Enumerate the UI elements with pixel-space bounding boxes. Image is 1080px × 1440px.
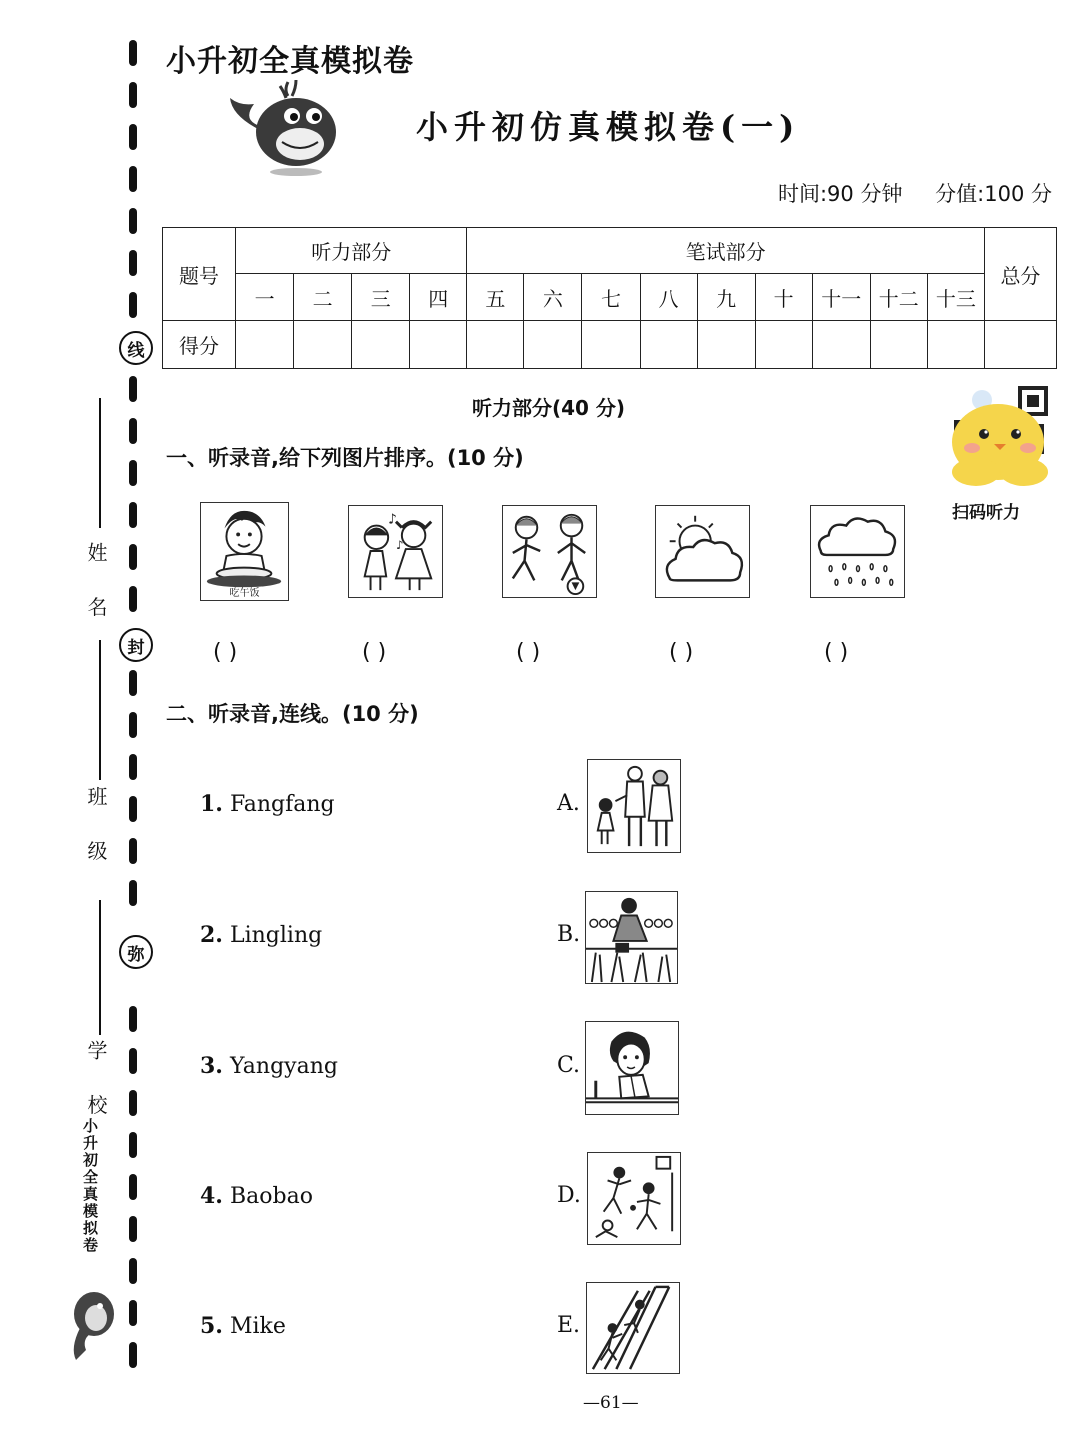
question-number: 八 xyxy=(640,274,697,321)
binding-dash xyxy=(129,880,137,906)
match-name-5[interactable] xyxy=(200,1313,286,1339)
score-cell[interactable] xyxy=(467,321,524,369)
class-write-line xyxy=(99,640,101,780)
item-text: Yangyang xyxy=(229,1054,338,1079)
binding-dash xyxy=(129,1132,137,1158)
field-label-class: 班 级 xyxy=(84,786,108,875)
question-number: 十一 xyxy=(812,274,870,321)
exam-meta xyxy=(778,178,1052,208)
binding-dash xyxy=(129,1006,137,1032)
seal-mark-secret: 弥 xyxy=(119,935,153,969)
score-cell[interactable] xyxy=(755,321,812,369)
item-number: 1. xyxy=(200,791,223,817)
item-number: 2. xyxy=(200,922,223,948)
binding-dash xyxy=(129,1258,137,1284)
question-number: 二 xyxy=(294,274,352,321)
binding-dash xyxy=(129,502,137,528)
header-listening: 听力部分 xyxy=(236,228,467,274)
option-letter-d: D. xyxy=(557,1183,581,1208)
binding-dash xyxy=(129,1216,137,1242)
answer-blank[interactable]: ( ) xyxy=(824,640,849,665)
match-name-1[interactable] xyxy=(200,791,335,817)
seal-mark-seal: 封 xyxy=(119,628,153,662)
score-cell[interactable] xyxy=(640,321,697,369)
answer-blank[interactable]: ( ) xyxy=(213,640,238,665)
binding-dash xyxy=(129,124,137,150)
qr-label: 扫码听力 xyxy=(952,503,1020,523)
header-written: 笔试部分 xyxy=(467,228,985,274)
picture-sun-cloud xyxy=(655,505,750,598)
question-number: 四 xyxy=(410,274,467,321)
picture-rain-cloud xyxy=(810,505,905,598)
qr-code-icon[interactable] xyxy=(942,380,1054,492)
seal-mark-line: 线 xyxy=(119,331,153,365)
score-cell[interactable] xyxy=(352,321,410,369)
answer-blank[interactable]: ( ) xyxy=(516,640,541,665)
picture-kids-playing[interactable] xyxy=(587,1152,681,1245)
binding-dash xyxy=(129,418,137,444)
item-text: Baobao xyxy=(229,1184,313,1209)
binding-dash xyxy=(129,586,137,612)
question-number: 九 xyxy=(697,274,755,321)
binding-dash xyxy=(129,1174,137,1200)
paper-title: 小升初仿真模拟卷(一) xyxy=(416,108,801,146)
score-cell[interactable] xyxy=(870,321,927,369)
binding-dash xyxy=(129,838,137,864)
question-number: 三 xyxy=(352,274,410,321)
score-cell[interactable] xyxy=(697,321,755,369)
binding-dash xyxy=(129,754,137,780)
answer-blank[interactable]: ( ) xyxy=(362,640,387,665)
answer-blank[interactable]: ( ) xyxy=(669,640,694,665)
picture-girl-with-grandparents[interactable] xyxy=(587,759,681,853)
question-number: 十三 xyxy=(927,274,984,321)
score-cell[interactable] xyxy=(524,321,582,369)
svg-text:♪: ♪ xyxy=(388,511,397,528)
binding-dash xyxy=(129,82,137,108)
name-write-line xyxy=(99,398,101,528)
binding-dash xyxy=(129,40,137,66)
picture-woman-with-flowers[interactable] xyxy=(585,891,678,984)
total-score-cell[interactable] xyxy=(984,321,1056,369)
option-letter-a: A. xyxy=(557,791,580,816)
item-text: Mike xyxy=(229,1314,286,1339)
option-letter-c: C. xyxy=(557,1053,581,1078)
row-label-question: 题号 xyxy=(163,228,236,321)
binding-dash xyxy=(129,460,137,486)
question-number: 十二 xyxy=(870,274,927,321)
picture-caption: 吃午饭 xyxy=(229,588,260,599)
whale-mascot xyxy=(226,76,342,180)
header-total: 总分 xyxy=(984,228,1056,321)
binding-dash xyxy=(129,292,137,318)
section-title-listening: 听力部分(40 分) xyxy=(472,396,626,420)
score-cell[interactable] xyxy=(812,321,870,369)
time-limit: 时间:90 分钟 xyxy=(777,182,903,206)
series-title: 小升初全真模拟卷 xyxy=(166,44,414,79)
item-text: Lingling xyxy=(229,923,323,948)
row-label-score: 得分 xyxy=(163,321,236,369)
whale-logo-small xyxy=(62,1288,120,1362)
item-number: 4. xyxy=(200,1183,223,1209)
item-number: 5. xyxy=(200,1313,223,1339)
binding-dash xyxy=(129,1300,137,1326)
score-cell[interactable] xyxy=(927,321,984,369)
score-cell[interactable] xyxy=(410,321,467,369)
binding-dash xyxy=(129,670,137,696)
match-name-2[interactable] xyxy=(200,922,322,948)
binding-dash xyxy=(129,208,137,234)
binding-dash xyxy=(129,376,137,402)
binding-dash xyxy=(129,712,137,738)
item-text: Fangfang xyxy=(229,792,335,817)
binding-dash xyxy=(129,1048,137,1074)
option-letter-e: E. xyxy=(557,1313,581,1338)
field-label-name: 姓 名 xyxy=(84,542,108,631)
item-number: 3. xyxy=(200,1053,223,1079)
match-name-3[interactable] xyxy=(200,1053,338,1079)
series-vertical-title: 小升初全真模拟卷 xyxy=(81,1118,99,1254)
page-number: —61— xyxy=(583,1393,639,1413)
option-letter-b: B. xyxy=(557,922,581,947)
binding-dash xyxy=(129,544,137,570)
score-cell[interactable] xyxy=(294,321,352,369)
question-1-heading: 一、听录音,给下列图片排序。(10 分) xyxy=(166,446,524,470)
binding-dash xyxy=(129,1090,137,1116)
picture-girl-reading[interactable] xyxy=(585,1021,679,1115)
question-number: 五 xyxy=(467,274,524,321)
score-cell[interactable] xyxy=(236,321,294,369)
question-number: 七 xyxy=(582,274,640,321)
picture-kids-slide[interactable] xyxy=(586,1282,680,1374)
total-score: 分值:100 分 xyxy=(935,182,1052,206)
match-name-4[interactable] xyxy=(200,1183,313,1209)
question-number: 六 xyxy=(524,274,582,321)
field-label-school: 学 校 xyxy=(84,1040,108,1129)
score-cell[interactable] xyxy=(582,321,640,369)
school-write-line xyxy=(99,900,101,1035)
picture-kids-football xyxy=(502,505,597,598)
picture-kids-singing xyxy=(348,505,443,598)
question-2-heading: 二、听录音,连线。(10 分) xyxy=(166,702,419,726)
score-table xyxy=(162,227,1057,369)
svg-text:♪: ♪ xyxy=(395,538,404,553)
binding-dash xyxy=(129,166,137,192)
binding-dash xyxy=(129,1342,137,1368)
question-number: 十 xyxy=(755,274,812,321)
binding-dash xyxy=(129,796,137,822)
picture-boy-lunch xyxy=(200,502,289,601)
binding-dash xyxy=(129,250,137,276)
question-number: 一 xyxy=(236,274,294,321)
